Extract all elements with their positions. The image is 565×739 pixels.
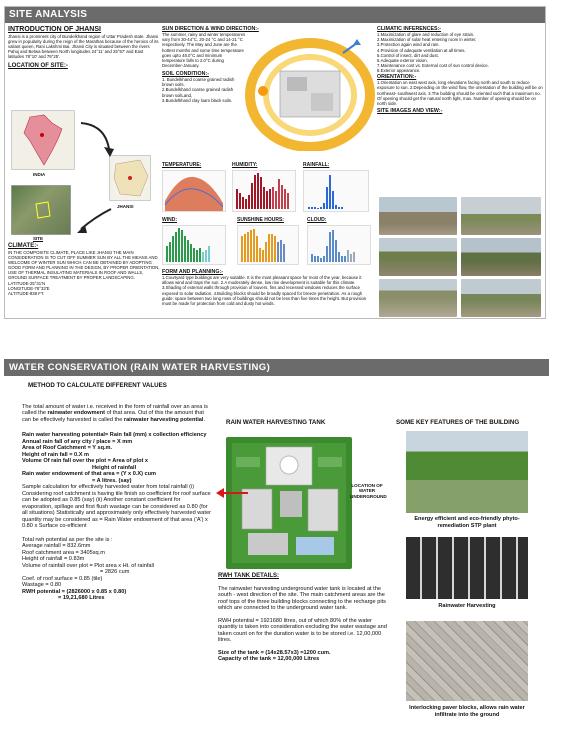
rainwater-intro: The total amount of water i.e. received in the form of rainfall over an area is called the rainwater endowment of that area. Out of this the amount that can be effectively harvested is called the rainwater harvesting potential. [22,403,208,423]
formula-line: Height of rainfall [92,464,137,471]
soil-item: 1. Bundelkhand coarse grained radish brown soils. [162,77,235,88]
chart-label-cloud: CLOUD: [307,217,327,223]
site-photo [461,197,541,235]
climate-text: IN THE COMPOSITE CLIMATE, PLACE LIKE JHANSI THE MAIN CONSIDERATION IS TO CUT OFF SUMMER SUN BY ALL THE MEANS AND WELCOME OF WINTER SUN WHICH CAN BE OBTAINED BY ADOPTING GOOD FORM AND PLANNING IN THE DESIGN, BY PROPER ORIENTATION, USE OF THERMAL INSULATING MATERIALS IN ROOF AND WALLS, GROUND SURFACE TREATMENT BY PROPER LANDSCAPING. [8,250,160,281]
formula-line: Height of rain fall = 0.X m [22,451,89,458]
inferences-column [377,26,545,114]
humidity-chart [232,170,296,212]
sunshine-chart [237,225,299,265]
site-satellite-map [11,185,71,235]
stp-plant-photo [406,431,528,513]
potential-line: Average rainfall = 832.6mm [22,543,91,549]
site-photo [379,238,457,276]
orientation-title: ORIENTATION:- [377,74,417,81]
chart-label-humidity: HUMIDITY: [232,162,258,168]
formula-line: Annual rain fall of any city / place = X mm [22,438,133,445]
features-column [396,420,546,427]
inferences-title: CLIMATIC INFERENCES:- [377,26,442,32]
arrow-icon [214,487,250,501]
method-column [22,383,212,602]
orientation-text: 1.Orientation on east west axis, long elevations facing north and south to reduce exposure to sun. 2.Depending on the wind flow, the orientation of the building will be on northeast- southwest axis. 3.The building should be oriented such that a maximum no. Of opening should get the natural north light, max. Number of opening should be on north side. [377,80,543,106]
site-photo [379,279,457,317]
feature-caption-stp: Energy efficient and eco-friendly phyto-remediation STP plant [414,516,520,529]
paver-blocks-photo [406,621,528,701]
images-title: SITE IMAGES AND VIEW:- [377,107,443,114]
potential-line: Coef. of roof surface = 0.85 (tile) [22,575,103,582]
arrow-icon [77,119,117,159]
formula-line: Area of Roof Catchment = Y sq.m. [22,445,113,451]
water-conservation-panel [4,359,549,739]
inference-item: 4.Provision of adequate ventilation at all times. [377,47,466,53]
potential-line: = 2826 cum [100,569,130,575]
tank-capacity: Capacity of the tank = 12,00,000 Litres [218,656,320,662]
tank-column [218,420,388,427]
details-title: RWH TANK DETAILS: [218,573,279,579]
sun-column [162,26,259,103]
climate-column [8,243,160,296]
sun-title: SUN DIRECTION & WIND DIRECTION:- [162,26,259,32]
intro-column [8,26,160,70]
inference-item: 8.Exterior appearance. [377,67,421,73]
formula-block [22,432,212,484]
site-analysis-title: SITE ANALYSIS [5,7,545,23]
form-column [162,269,374,306]
soil-title: SOIL CONDITION:- [162,70,209,77]
map-india-label: INDIA [33,172,46,177]
sun-path-diagram [245,33,375,151]
sample-calculation: Sample calculation for effectively harvested water from total rainfall (i) Considering roof catchment is having tile finish so coefficient for roof surface can be adopted as 0.85 (say) (ii) Another constant coefficient for evaporation, spillage and first flush wastage can be considered as 0.80 (for all situations) Statistically and approximately only effectively harvested water quantity may be considered as = Rain Water endowment of that area ('A') x 0.80 x Surface co-efficient [22,484,211,529]
site-plan-render [226,437,352,569]
tank-title: RAIN WATER HARVESTING TANK [226,419,326,426]
potential-final: RWH potential = (2826000 x 0.85 x 0.80) [22,588,127,595]
form-text: 1.Courtyard type buildings are very suitable. It is the most pleasant space for most of the year, because it allows wind and traps the sun. 2.A moderately dense, low rise development is suitable for this climate. 3.Shading of external walls through provision of louvers, fins and recessed windows reduces the surface exposed to solar radiation. 4.Building blocks should be broadly spaced for breeze penetration. As a rough guide: space between two long rows of buildings should not be less than five times the height. But provision must be made for protection from cold and dusty hot winds. [162,275,367,306]
formula-line: Rain water endowment of that area = (Y x 0.X) cum [22,471,157,477]
climate-title: CLIMATE:- [8,243,39,249]
soil-item: 2.Bundelkhand coarse grained radish brown soilLand, [162,87,234,98]
potential-line: Roof catchment area = 3405sq.m [22,549,105,556]
map-site-label: SITE [33,236,44,241]
details-text-2: RWH potential = 1921680 litres, out of which 80% of the water quantity is taken into consideration excluding the water wastage and taken count on for the duration water is to be stored i.e. 12,00,000 litres. [218,617,387,643]
site-photo [379,197,457,235]
india-map [11,110,75,170]
temperature-chart [162,170,226,212]
potential-line: Wastage = 0.80 [22,582,62,588]
inference-item: 7.Maintenance cost vs. External cost of sun control device. [377,62,489,68]
chart-label-wind: WIND: [162,217,177,223]
method-title: METHOD TO CALCULATE DIFFERENT VALUES [28,382,167,389]
formula-line: Rain water harvesting potential= Rain fall (mm) x collection efficiency [22,432,207,438]
features-title: SOME KEY FEATURES OF THE BUILDING [396,419,520,426]
inference-item: 5.Control of insect, dirt and dust. [377,52,439,58]
location-title: LOCATION OF SITE:- [8,63,68,70]
tank-location-label: LOCATION OF WATER UNDERGROUND [350,483,387,499]
inference-item: 2.Maximization of solar heat entering room in winter. [377,37,477,43]
potential-line: Volume of rainfall over plot = Plot area x Ht. of rainfall [22,562,154,569]
site-photo [461,279,541,317]
map-jhansi-label: JHANSI [117,204,134,209]
cloud-chart [307,225,371,265]
inference-item: 6.Adequate exterior vision. [377,57,428,63]
longitude: LONGITUDE-78°33'E [8,285,50,291]
potential-intro: Total rwh potential as per the site is : [22,536,113,543]
tank-details [218,573,388,663]
rainfall-chart [303,170,369,212]
soil-item: 3.Bundelkhand clay loam black soils. [162,97,233,103]
feature-caption-rwh: Rainwater Harvesting [438,603,496,609]
intro-title: INTRODUCTION OF JHANSI [8,26,101,33]
formula-line: = A litres. (say) [92,477,132,484]
intro-text: Jhansi is a prominent city of Bundelkhand region of Uttar Pradesh state. Jhansi grew in popularity during the reign of the Marathas because of the heroics of its valiant queen, Rani Lakshmi Bai. Jhansi City is situated between the rivers Pahuj and Betwa between North longitudes 24°11' and 25°57' and East latitudes 78°10' and 79°25'. [8,34,159,60]
site-analysis-panel [4,6,546,319]
potential-final: = 19,21,680 Litres [58,595,105,601]
water-conservation-title: WATER CONSERVATION (RAIN WATER HARVESTING) [4,359,549,376]
form-title: FORM AND PLANNING:- [162,269,224,275]
wind-chart [162,225,226,265]
chart-label-sunshine: SUNSHINE HOURS: [237,217,284,223]
chart-label-rainfall: RAINFALL: [303,162,330,168]
jhansi-map [109,155,151,201]
sun-text: The summer, rainy and winter temperatures vary from 30-44°C, 20-24 °C and 14-21 °C respectively. The May and June are the hottest months and some time temperature goes upto 48.0°C and minimum temperature falls to 2.0°C during December-January. [162,32,246,68]
formula-line: Volume Of rain fall over the plot = Area of plot x [22,458,149,464]
potential-line: Height of rainfall = 0.83m [22,556,85,562]
rainwater-harvesting-photo [406,537,528,599]
inference-item: 3.Protection again wind and rain. [377,42,440,48]
inference-item: 1.Maximization of glare and reduction of eye strain. [377,32,475,38]
arrow-icon [75,207,115,237]
details-text: The rainwater harvesting underground water tank is located at the south - west direction of the site. The main catchment areas are the roof tops of the three building blocks connecting to the recharge pits which are connected to the underground water tank. [218,585,386,611]
feature-caption-paver: Interlocking paver blocks, allows rain water infiltrate into the ground [409,705,525,718]
site-photo [461,238,541,276]
altitude: ALTITUDE-838 FT. [8,290,45,296]
chart-label-temperature: TEMPERATURE: [162,162,202,168]
latitude: LATITUDE-25°31'N [8,280,46,286]
tank-size: Size of the tank = (14x28.57x3) =1200 cum. [218,649,331,656]
